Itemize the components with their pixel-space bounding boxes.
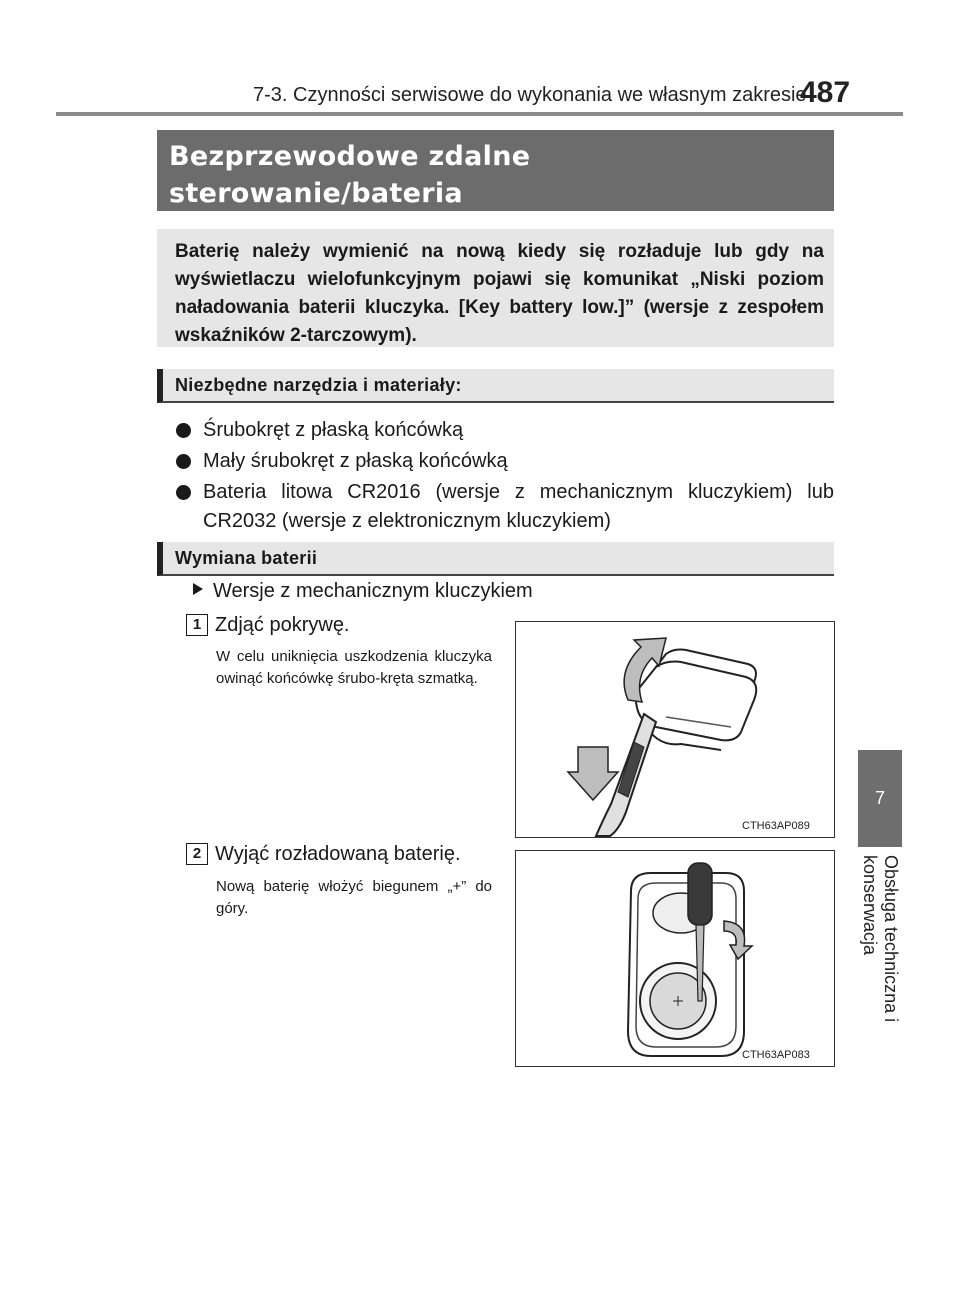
step-number: 1 xyxy=(186,614,208,636)
step-note: W celu uniknięcia uszkodzenia kluczyka owinąć końcówkę śrubo-kręta szmatką. xyxy=(216,648,492,687)
page-number: 487 xyxy=(800,76,851,109)
battery-removal-drawing xyxy=(516,851,834,1066)
tools-list-item: Śrubokręt z płaską końcówką xyxy=(176,416,834,445)
image-code: CTH63AP089 xyxy=(742,820,810,832)
illustration-remove-battery xyxy=(515,850,835,1067)
intro-box: Baterię należy wymienić na nową kiedy się rozładuje lub gdy na wyświetlaczu wielofunkcyjnym pojawi się komunikat „Niski poziom naładowania baterii kluczyka. [Key battery low.]” (wersje z zespołem wskaźników 2-tarczowym). xyxy=(157,229,834,347)
page-title-line-1: Bezprzewodowe zdalne sterowanie/bateria xyxy=(169,141,531,209)
variant-label: Wersje z mechanicznym kluczykiem xyxy=(193,580,533,603)
image-code: CTH63AP083 xyxy=(742,1049,810,1061)
section-heading-battery: Wymiana baterii xyxy=(157,542,834,576)
chapter-title-vertical: Obsługa techniczna i konserwacja xyxy=(860,855,901,1023)
key-cover-removal-drawing xyxy=(516,622,834,837)
step-title: Wyjąć rozładowaną baterię. xyxy=(215,843,461,865)
tools-list-item: Bateria litowa CR2016 (wersje z mechanicznym kluczykiem) lub CR2032 (wersje z elektronicznym kluczykiem) xyxy=(176,478,834,536)
tools-list-item: Mały śrubokręt z płaską końcówką xyxy=(176,447,834,476)
bullet-icon xyxy=(176,485,191,500)
header-divider xyxy=(56,112,903,116)
bullet-icon xyxy=(176,423,191,438)
step-title: Zdjąć pokrywę. xyxy=(215,614,350,636)
bullet-icon xyxy=(176,454,191,469)
illustration-remove-cover xyxy=(515,621,835,838)
page-title xyxy=(157,130,834,211)
triangle-right-icon xyxy=(193,583,203,595)
chapter-tab: 7 xyxy=(858,750,902,847)
running-header: 7-3. Czynności serwisowe do wykonania we własnym zakresie xyxy=(253,84,807,106)
step-number: 2 xyxy=(186,843,208,865)
step-note: Nową baterię włożyć biegunem „+” do góry. xyxy=(216,878,492,917)
section-heading-tools: Niezbędne narzędzia i materiały: xyxy=(157,369,834,403)
